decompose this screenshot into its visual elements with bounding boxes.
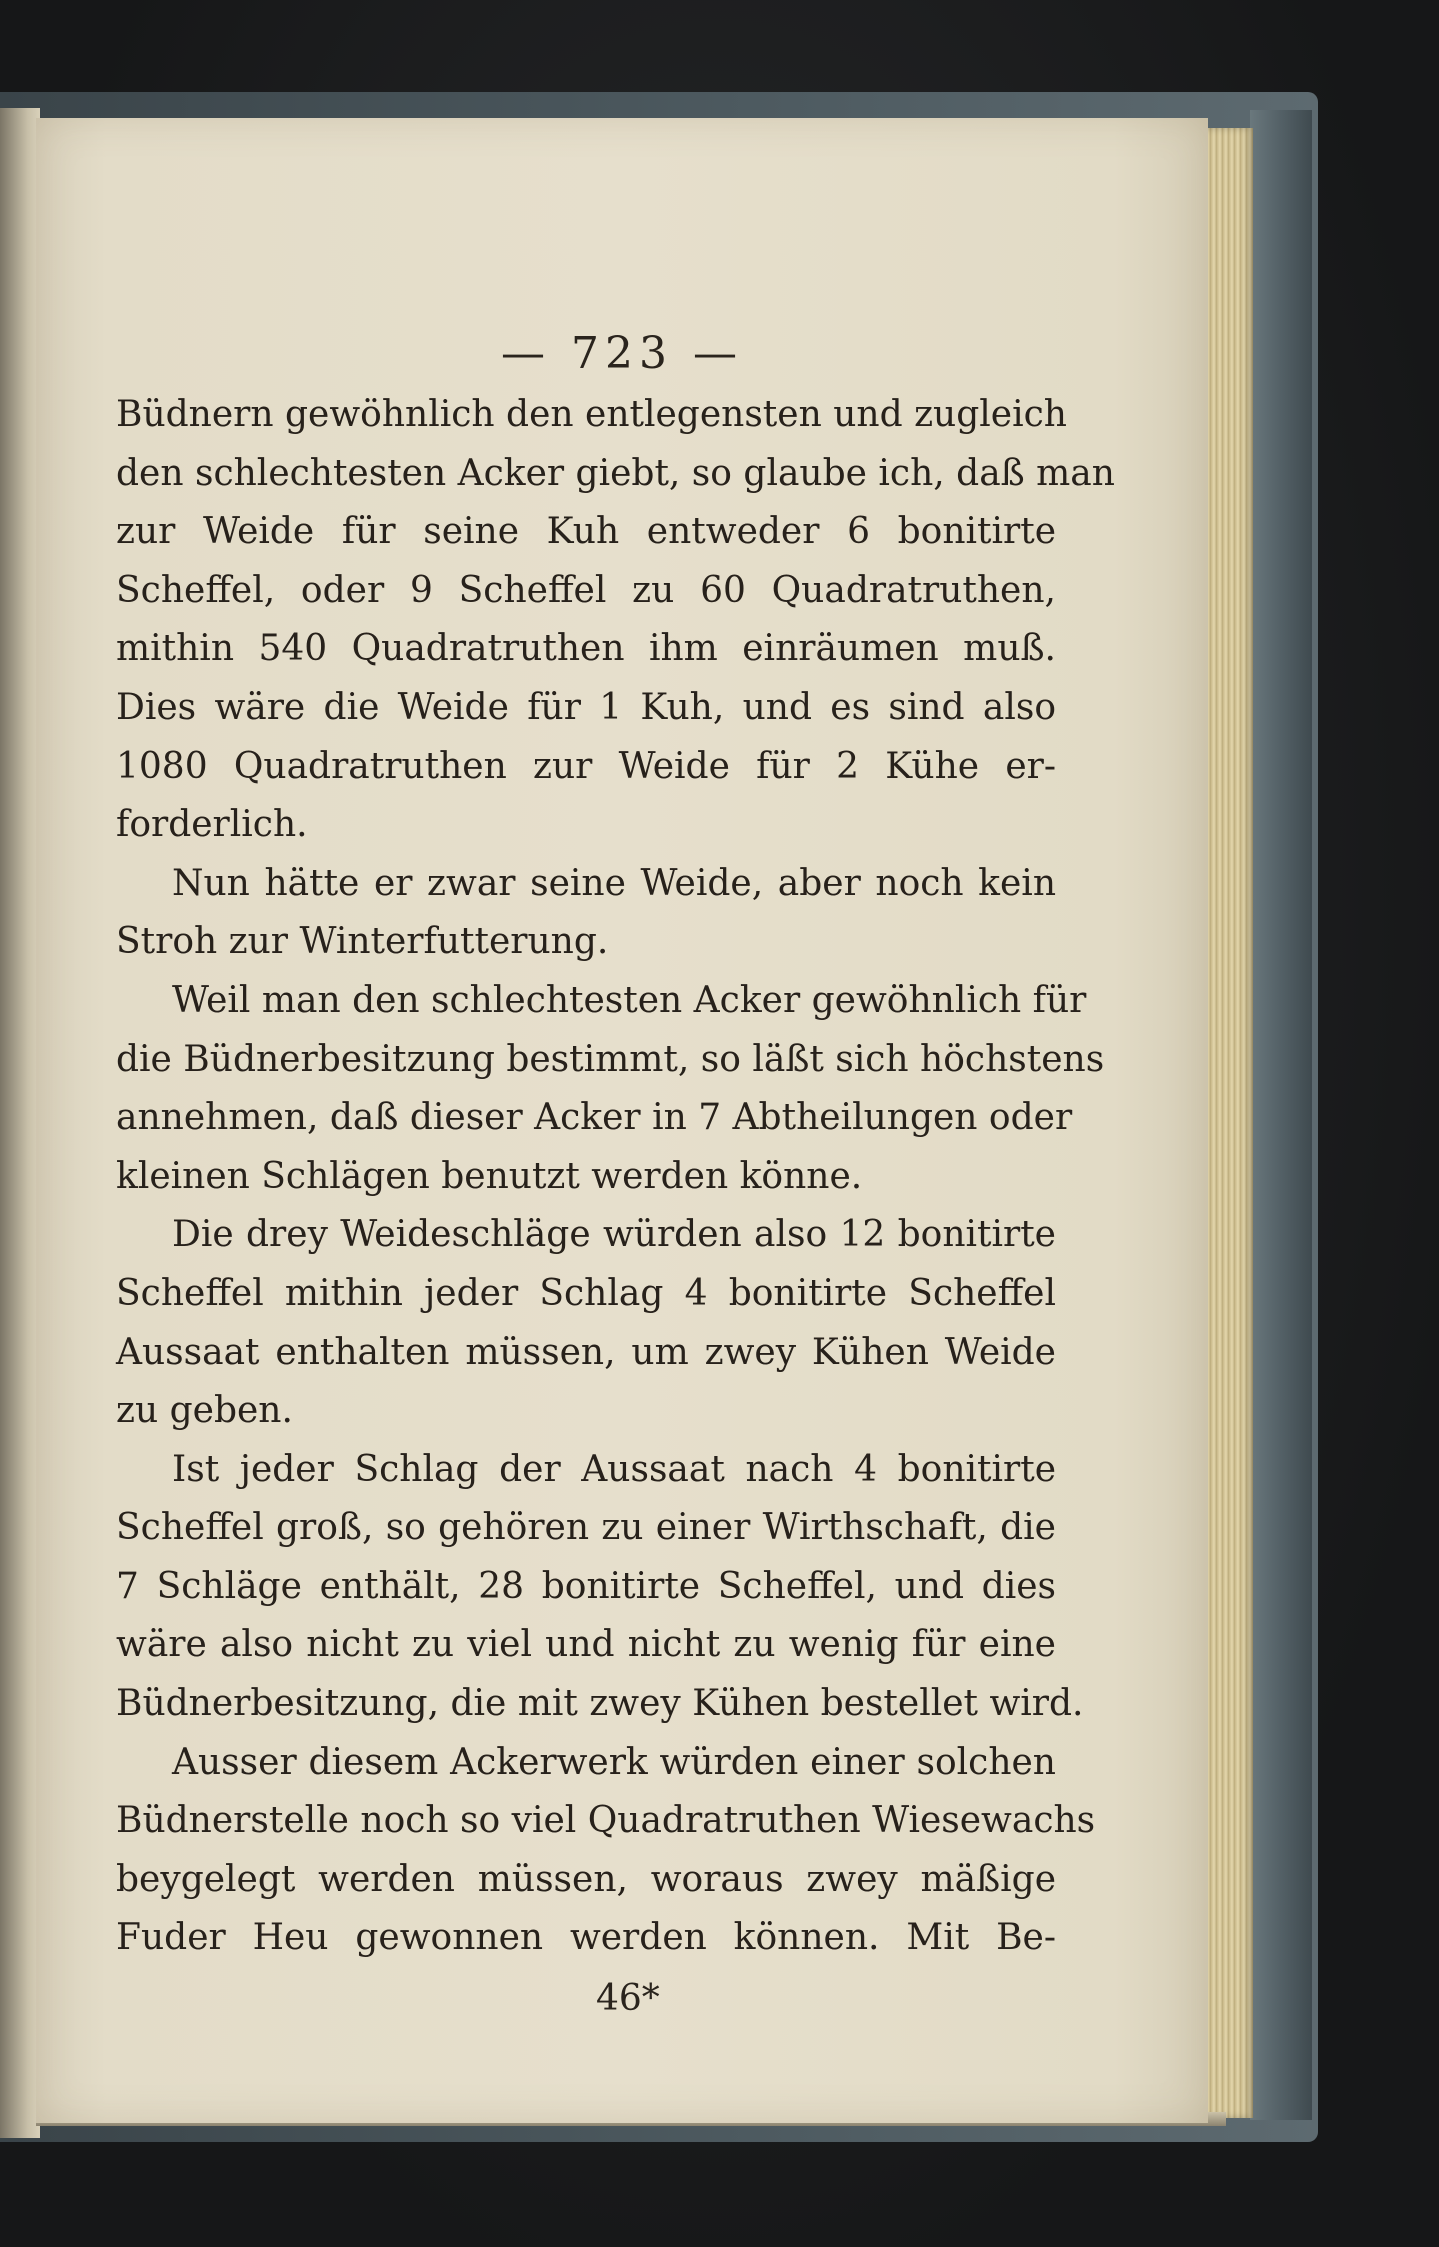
text-line: forderlich. (116, 804, 308, 846)
text-line: Scheffel groß, so gehören zu einer Wirthschaft, die (116, 1507, 1056, 1549)
text-line: Nun hätte er zwar seine Weide, aber noch kein (172, 862, 1056, 904)
body-text (116, 386, 1115, 1968)
text-line: Büdnerstelle noch so viel Quadratruthen Wiesewachs (116, 1800, 1096, 1842)
text-line: Dies wäre die Weide für 1 Kuh, und es sind also (116, 686, 1056, 728)
text-line: Stroh zur Winterfutterung. (116, 921, 609, 963)
text-line: die Büdnerbesitzung bestimmt, so läßt sich höchstens (116, 1038, 1105, 1080)
text-line: mithin 540 Quadratruthen ihm einräumen muß. (116, 628, 1056, 670)
text-line: wäre also nicht zu viel und nicht zu wenig für eine (116, 1624, 1056, 1666)
text-line: Büdnerbesitzung, die mit zwey Kühen bestellet wird. (116, 1683, 1084, 1725)
text-line: kleinen Schlägen benutzt werden könne. (116, 1155, 863, 1197)
text-line: Ausser diesem Ackerwerk würden einer solchen (172, 1741, 1056, 1783)
book-spine (0, 108, 40, 2138)
signature-mark: 46* (596, 1978, 660, 2019)
text-line: Scheffel, oder 9 Scheffel zu 60 Quadratruthen, (116, 569, 1056, 611)
book-page (36, 118, 1208, 2123)
text-line: zur Weide für seine Kuh entweder 6 bonitirte (116, 511, 1056, 553)
text-line: den schlechtesten Acker giebt, so glaube ich, daß man (116, 452, 1115, 494)
text-line: annehmen, daß dieser Acker in 7 Abtheilungen oder (116, 1097, 1073, 1139)
text-line: 1080 Quadratruthen zur Weide für 2 Kühe er- (116, 745, 1056, 787)
text-line: Die drey Weideschläge würden also 12 bonitirte (172, 1214, 1056, 1256)
text-line: Weil man den schlechtesten Acker gewöhnlich für (172, 979, 1087, 1021)
text-line: 7 Schläge enthält, 28 bonitirte Scheffel, und dies (116, 1565, 1056, 1607)
page-number: — 723 — (501, 328, 743, 379)
text-line: zu geben. (116, 1390, 293, 1432)
text-line: beygelegt werden müssen, woraus zwey mäßige (116, 1858, 1056, 1900)
page-edges (1205, 128, 1253, 2118)
text-line: Ist jeder Schlag der Aussaat nach 4 bonitirte (172, 1448, 1056, 1490)
text-line: Büdnern gewöhnlich den entlegensten und zugleich (116, 394, 1067, 435)
text-line: Scheffel mithin jeder Schlag 4 bonitirte Scheffel (116, 1272, 1056, 1314)
cover-edge (1250, 110, 1312, 2120)
text-line: Fuder Heu gewonnen werden können. Mit Be- (116, 1917, 1056, 1959)
text-line: Aussaat enthalten müssen, um zwey Kühen Weide (116, 1331, 1056, 1373)
